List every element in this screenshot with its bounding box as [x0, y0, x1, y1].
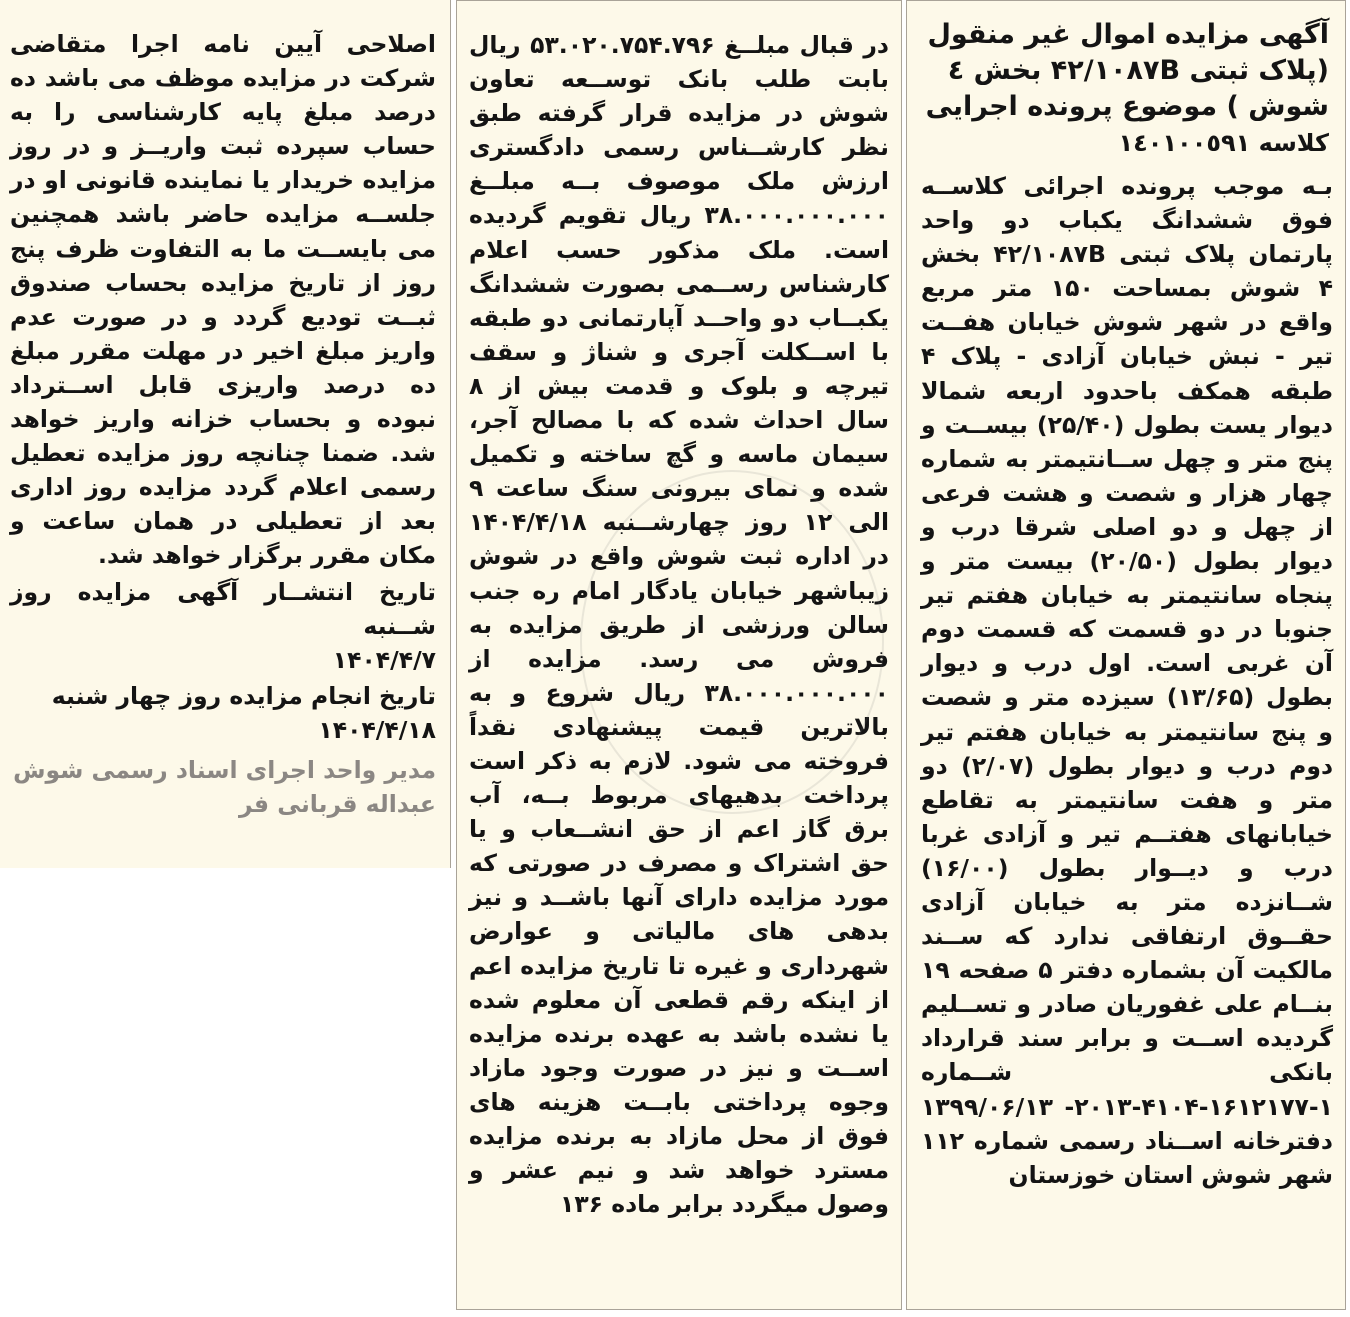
- title-line-1: آگهی مزایده اموال غیر منقول: [927, 19, 1329, 50]
- title-line-4: کلاسه ۱٤٠١٠٠٥٩١: [1118, 129, 1329, 157]
- publish-date-label: تاریخ انتشــار آگهی مزایده روز شــنبه: [10, 577, 436, 640]
- title-line-3: شوش ) موضوع پرونده اجرایی: [925, 91, 1329, 122]
- notice-column-left: [0, 0, 451, 868]
- notice-column-right: [906, 0, 1346, 1310]
- signer-name: عبداله قربانی فر: [239, 790, 436, 819]
- auction-date-label: تاریخ انجام مزایده روز چهار شنبه: [51, 681, 436, 710]
- notice-body-part-3: اصلاحی آیین نامه اجرا متقاضی شرکت در مزایده موظف می باشد ده درصد مبلغ پایه کارشناسی را به حساب سپرده ثبت واریــز و در روز مزایده خریدار یا نماینده قانونی او در جلســه مزایده حاضر باشد همچنین می بایســت ما به التفاوت ظرف پنج روز از تاریخ مزایده بحساب صندوق ثبــت تودیع گردد و در صورت عدم واریز مبلغ اخیر در مهلت مقرر مبلغ ده درصد واریزی قابل اســترداد نبوده و بحساب خزانه واریز خواهد شد. ضمنا چنانچه روز مزایده تعطیل رسمی اعلام گردد مزایده روز اداری بعد از تعطیلی در همان ساعت و مکان مقرر برگزار خواهد شد.: [10, 30, 436, 570]
- signer-name-cut: [10, 787, 436, 819]
- notice-body-part-2: در قبال مبلــغ ۵۳.۰۲۰.۷۵۴.۷۹۶ ریال بابت طلب بانک توســعه تعاون شوش در مزایده قرار گرفته طبق نظر کارشــناس رسمی دادگستری ارزش ملک موصوف بــه مبلــغ ۳۸.۰۰۰.۰۰۰.۰۰۰ ریال تقویم گردیده است. ملک مذکور حسب اعلام کارشناس رســمی بصورت ششدانگ یکبــاب دو واحــد آپارتمانی دو طبقه با اســکلت آجری و شناژ و سقف تیرچه و بلوک و قدمت بیش از ۸ سال احداث شده که با مصالح آجر، سیمان ماسه و گچ ساخته و تکمیل شده و نمای بیرونی سنگ ساعت ۹ الی ۱۲ روز چهارشــنبه ۱۴۰۴/۴/۱۸ در اداره ثبت شوش واقع در شوش زیباشهر خیابان یادگار امام ره جنب سالن ورزشی از طریق مزایده به فروش می رسد. مزایده از ۳۸.۰۰۰.۰۰۰.۰۰۰ ریال شروع و به بالاترین قیمت پیشنهادی نقداً فروخته می شود. لازم به ذکر است پرداخت بدهیهای مربوط بــه، آب برق گاز اعم از حق انشــعاب و یا حق اشتراک و مصرف در صورتی که مورد مزایده دارای آنها باشــد و نیز بدهی های مالیاتی و عوارض شهرداری و غیره تا تاریخ مزایده اعم از اینکه رقم قطعی آن معلوم شده یا نشده باشد به عهده برنده مزایده اســت و نیز در صورت وجود مازاد وجوه پرداختی بابــت هزینه های فوق از محل مازاد به برنده مزایده مسترد خواهد شد و نیم عشر و وصول میگردد برابر ماده ۱۳۶: [469, 31, 889, 1219]
- auction-date-block: [10, 679, 436, 747]
- notice-column-middle: [456, 0, 902, 1310]
- notice-title: [921, 17, 1329, 161]
- signer-title: مدیر واحد اجرای اسناد رسمی شوش: [13, 755, 436, 784]
- title-line-2: (پلاک ثبتی ۴۲/۱۰۸۷B بخش ٤: [947, 55, 1329, 86]
- publish-date: ۱۴۰۴/۴/۷: [332, 645, 436, 674]
- auction-date: ۱۴۰۴/۴/۱۸: [318, 715, 436, 744]
- notice-body-part-1: بـه موجب پرونده اجرائی کلاســه فوق ششدانگ یکباب دو واحد پارتمان پلاک ثبتی ۴۲/۱۰۸۷B بخش ۴ شوش بمساحت ۱۵۰ متر مربع واقع در شهر شوش خیابان هفــت تیر - نبش خیابان آزادی - پلاک ۴ طبقه همکف باحدود اربعه شمالا دیوار یست بطول (۲۵/۴۰) بیســت و پنج متر و چهل ســانتیمتر به شماره چهار هزار و شصت و هشت فرعی از چهل و دو اصلی شرقا درب و دیوار بطول (۲۰/۵۰) بیست متر و پنجاه سانتیمتر به خیابان هفتم تیر جنوبا در دو قسمت که قسمت دوم آن غربی است. اول درب و دیوار بطول (۱۳/۶۵) سیزده متر و شصت و پنج سانتیمتر به خیابان هفتم تیر دوم درب و دیوار بطول (۲/۰۷) دو متر و هفت سانتیمتر به تقاطع خیابانهای هفتــم تیر و آزادی غربا درب و دیــوار بطول (۱۶/۰۰) شــانزده متر به خیابان آزادی حقــوق ارتفاقی ندارد که ســند مالکیت آن بشماره دفتر ۵ صفحه ۱۹ بنــام علی غفوریان صادر و تســلیم گردیده اســت و برابر سند قرارداد بانکی شــماره ۱-۱۶۱۲۱۷۷-۴۱۰۴-۲۰۱۳- ۱۳۹۹/۰۶/۱۳ دفترخانه اســناد رسمی شماره ۱۱۲ شهر شوش استان خوزستان: [921, 172, 1334, 1189]
- publication-date-block: [10, 575, 436, 677]
